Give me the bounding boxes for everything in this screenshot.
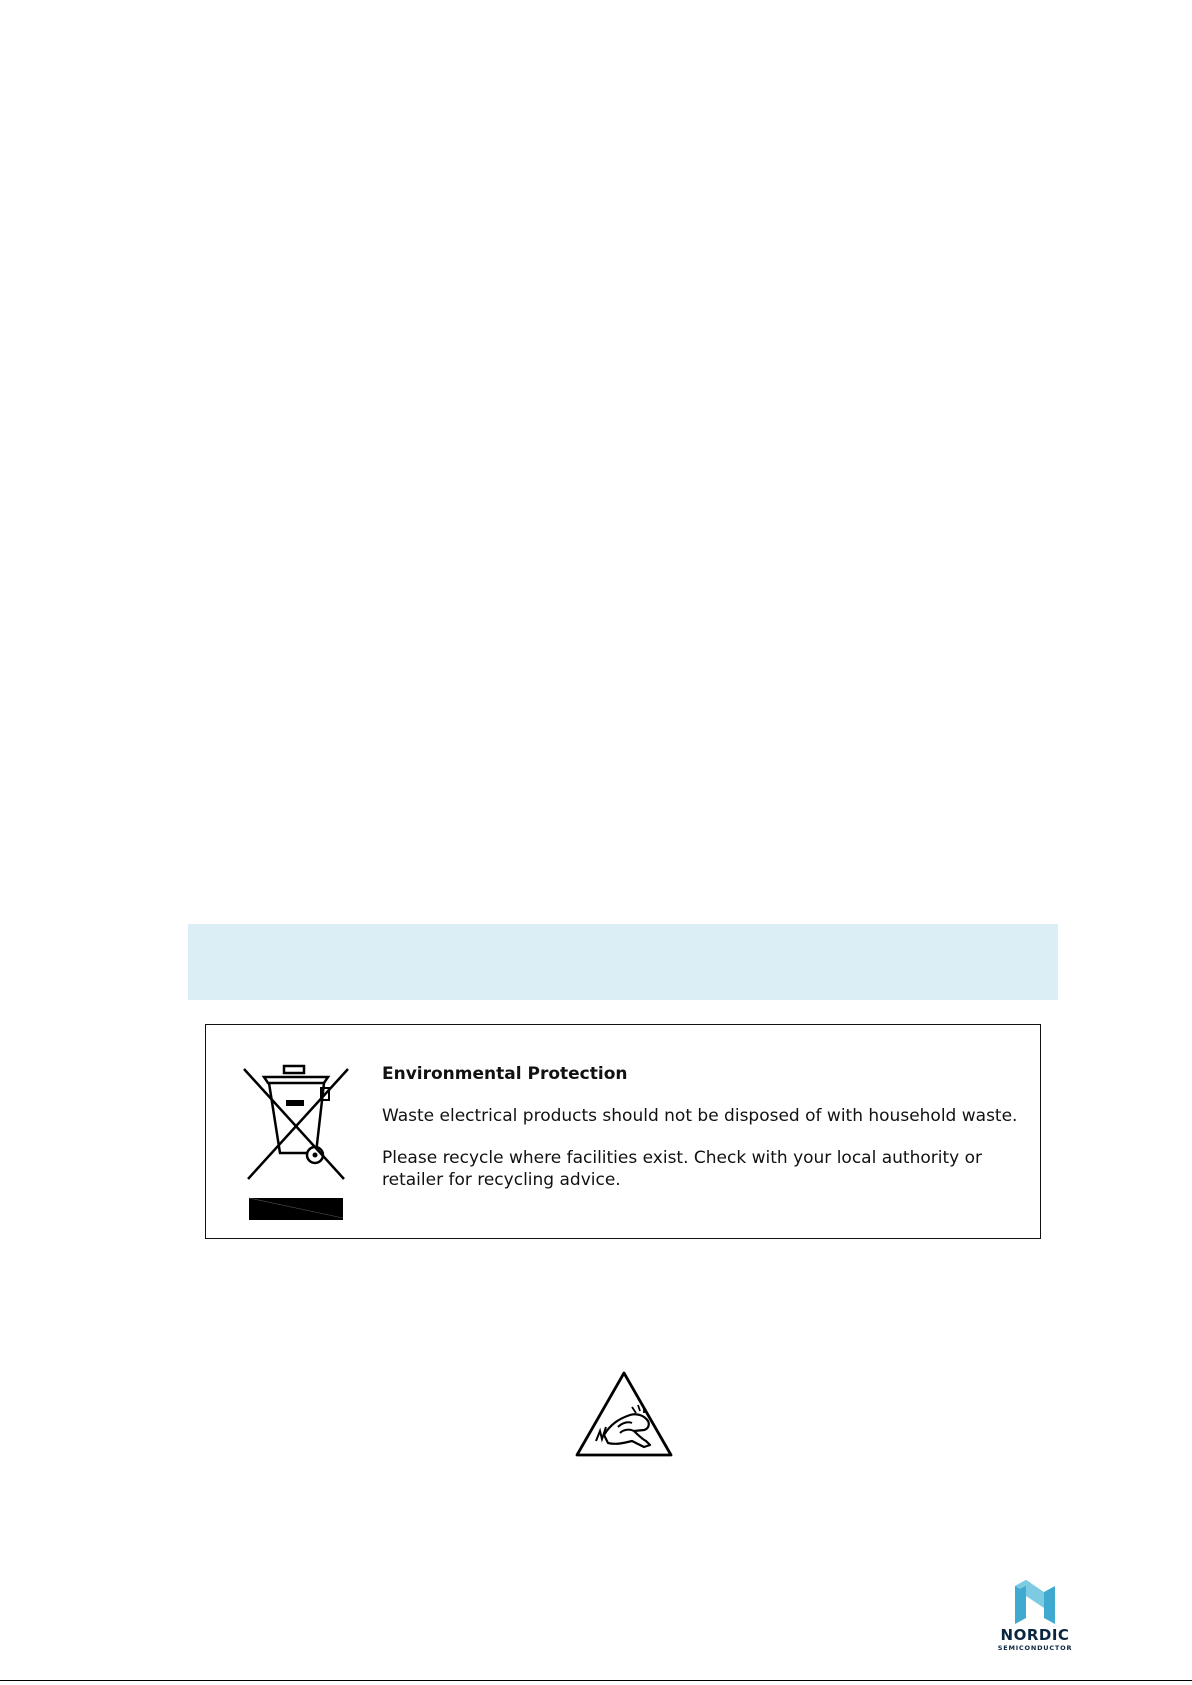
logo-name: NORDIC [1000,1626,1070,1644]
crossed-out-wheelie-bin-icon [236,1055,356,1225]
env-heading: Environmental Protection [382,1064,628,1084]
info-band [188,924,1058,1000]
logo-subtitle: SEMICONDUCTOR [997,1644,1073,1652]
hand-crush-warning-icon [574,1369,674,1459]
nordic-semiconductor-logo [990,1578,1080,1658]
env-para-2: Please recycle where facilities exist. Check with your local authority or retailer for recycling advice. [382,1148,982,1190]
environmental-protection-box [205,1024,1041,1239]
nordic-logo-mark-icon [990,1578,1080,1626]
footer-rule [0,1680,1192,1681]
env-para-1: Waste electrical products should not be disposed of with household waste. [382,1106,1018,1126]
environmental-protection-text [382,1063,1022,1211]
